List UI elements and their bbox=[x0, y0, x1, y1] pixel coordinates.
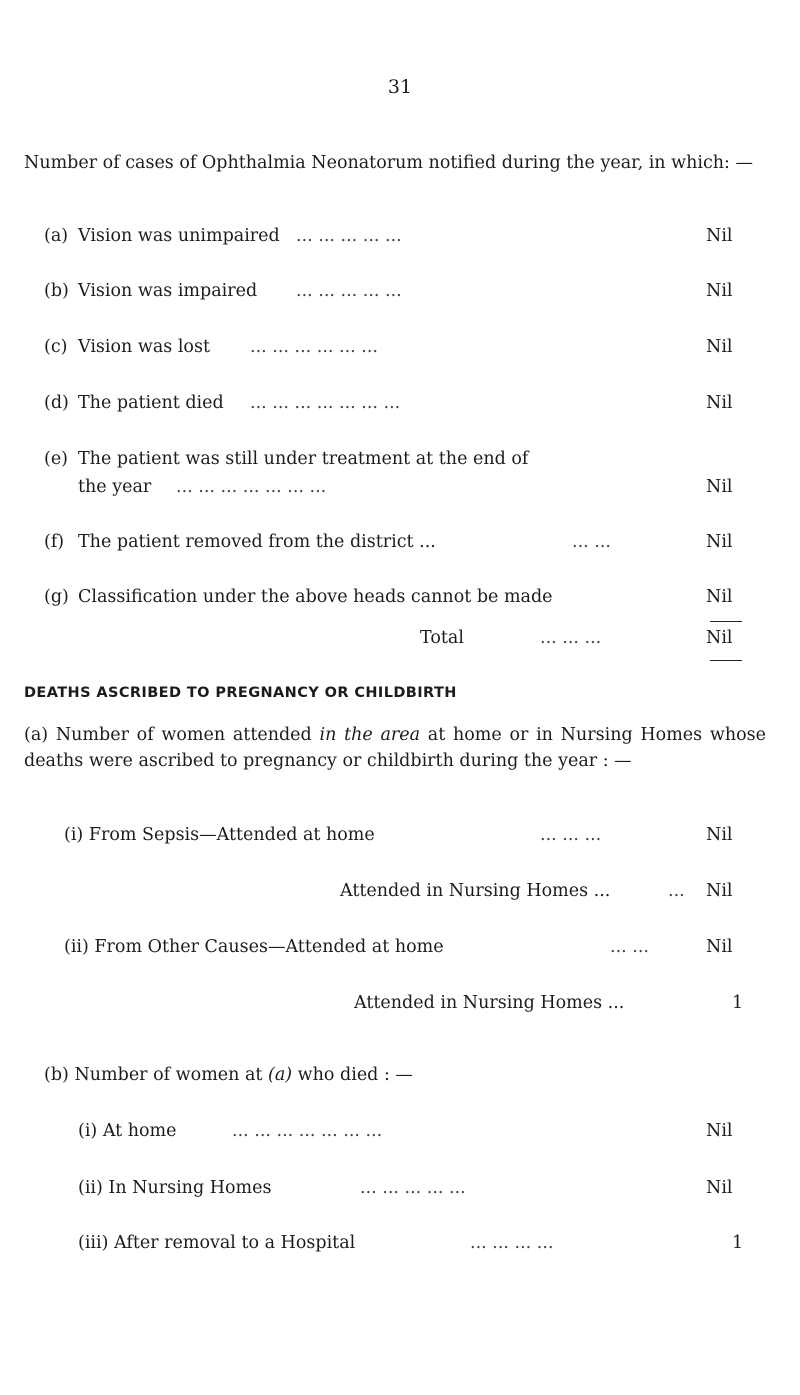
total-value: Nil bbox=[706, 628, 733, 648]
deaths-b-row-1 bbox=[78, 1121, 177, 1147]
row-value: Nil bbox=[706, 1178, 733, 1198]
row-label: Attended in Nursing Homes ... bbox=[354, 993, 625, 1013]
leader-dots: ... ... ... ... ... bbox=[360, 1178, 466, 1198]
deaths-a-row-3 bbox=[64, 937, 444, 963]
item-text: The patient died bbox=[78, 393, 224, 413]
total-rule-bottom bbox=[710, 660, 742, 661]
item-letter: (a) bbox=[44, 226, 69, 246]
item-value: Nil bbox=[706, 532, 733, 552]
item-text: The patient removed from the district ... bbox=[78, 532, 436, 552]
item-letter: (e) bbox=[44, 449, 69, 469]
item-text: Vision was unimpaired bbox=[78, 226, 280, 246]
deaths-a-paragraph bbox=[24, 722, 766, 774]
row-label: (i) From Sepsis—Attended at home bbox=[64, 825, 375, 845]
leader-dots: ... ... ... bbox=[540, 825, 602, 845]
row-label: (ii) From Other Causes—Attended at home bbox=[64, 937, 444, 957]
ophthalmia-item-e-cont bbox=[44, 477, 764, 503]
row-value: 1 bbox=[732, 993, 744, 1013]
deaths-a-row-4 bbox=[354, 993, 624, 1019]
item-letter: (g) bbox=[44, 587, 69, 607]
item-text: Classification under the above heads cannot be made bbox=[78, 587, 553, 607]
item-text: Vision was impaired bbox=[78, 281, 258, 301]
item-value: Nil bbox=[706, 477, 733, 497]
ophthalmia-item-g bbox=[44, 587, 764, 613]
leader-dots: ... ... bbox=[610, 937, 649, 957]
section-heading: DEATHS ASCRIBED TO PREGNANCY OR CHILDBIRTH bbox=[24, 685, 457, 701]
ophthalmia-item-a bbox=[44, 226, 764, 252]
deaths-a-row-1 bbox=[64, 825, 375, 851]
ophthalmia-item-e bbox=[44, 449, 764, 475]
row-label: (i) At home bbox=[78, 1121, 177, 1141]
item-value: Nil bbox=[706, 393, 733, 413]
ophthalmia-item-d bbox=[44, 393, 764, 419]
leader-dots: ... ... ... ... ... ... ... bbox=[232, 1121, 383, 1141]
deaths-b-row-3 bbox=[78, 1233, 355, 1259]
leader-dots: ... ... bbox=[572, 532, 611, 552]
row-label: Attended in Nursing Homes ... bbox=[340, 881, 611, 901]
item-letter: (f) bbox=[44, 532, 65, 552]
deaths-a-row-2 bbox=[340, 881, 610, 907]
row-value: 1 bbox=[732, 1233, 744, 1253]
item-text-continued: the year bbox=[78, 477, 152, 497]
item-text: The patient was still under treatment at the end of bbox=[78, 449, 529, 469]
row-label: (ii) In Nursing Homes bbox=[78, 1178, 272, 1198]
paragraph-text: Number of women at bbox=[74, 1065, 269, 1085]
paragraph-italic: (a) bbox=[268, 1065, 293, 1085]
paragraph-text-rest: at home or in Nursing Homes whose deaths were ascribed to pregnancy or childbirth during the year : — bbox=[24, 725, 766, 771]
leader-dots: ... ... ... ... ... bbox=[296, 226, 402, 246]
paragraph-italic: in the area bbox=[319, 725, 421, 745]
leader-dots: ... bbox=[668, 881, 685, 901]
deaths-b-row-2 bbox=[78, 1178, 271, 1204]
row-value: Nil bbox=[706, 825, 733, 845]
total-rule-top bbox=[710, 621, 742, 622]
item-letter: (c) bbox=[44, 337, 68, 357]
row-label: (iii) After removal to a Hospital bbox=[78, 1233, 356, 1253]
leader-dots: ... ... ... ... ... ... ... bbox=[176, 477, 327, 497]
ophthalmia-intro: Number of cases of Ophthalmia Neonatorum notified during the year, in which: — bbox=[24, 153, 754, 173]
page-number: 31 bbox=[387, 76, 413, 98]
item-value: Nil bbox=[706, 587, 733, 607]
paragraph-text: Number of women attended bbox=[55, 725, 320, 745]
deaths-b-paragraph bbox=[44, 1065, 413, 1085]
item-text: Vision was lost bbox=[78, 337, 210, 357]
item-value: Nil bbox=[706, 337, 733, 357]
paragraph-letter: (a) bbox=[24, 725, 49, 745]
leader-dots: ... ... ... bbox=[540, 628, 602, 648]
row-value: Nil bbox=[706, 881, 733, 901]
item-value: Nil bbox=[706, 226, 733, 246]
item-value: Nil bbox=[706, 281, 733, 301]
leader-dots: ... ... ... ... bbox=[470, 1233, 554, 1253]
leader-dots: ... ... ... ... ... bbox=[296, 281, 402, 301]
ophthalmia-item-c bbox=[44, 337, 764, 363]
item-letter: (b) bbox=[44, 281, 69, 301]
row-value: Nil bbox=[706, 937, 733, 957]
row-value: Nil bbox=[706, 1121, 733, 1141]
leader-dots: ... ... ... ... ... ... bbox=[250, 337, 378, 357]
total-label: Total bbox=[420, 628, 464, 648]
paragraph-letter: (b) bbox=[44, 1065, 69, 1085]
paragraph-text-rest: who died : — bbox=[292, 1065, 413, 1085]
leader-dots: ... ... ... ... ... ... ... bbox=[250, 393, 401, 413]
ophthalmia-item-b bbox=[44, 281, 764, 307]
ophthalmia-item-f bbox=[44, 532, 764, 558]
item-letter: (d) bbox=[44, 393, 69, 413]
